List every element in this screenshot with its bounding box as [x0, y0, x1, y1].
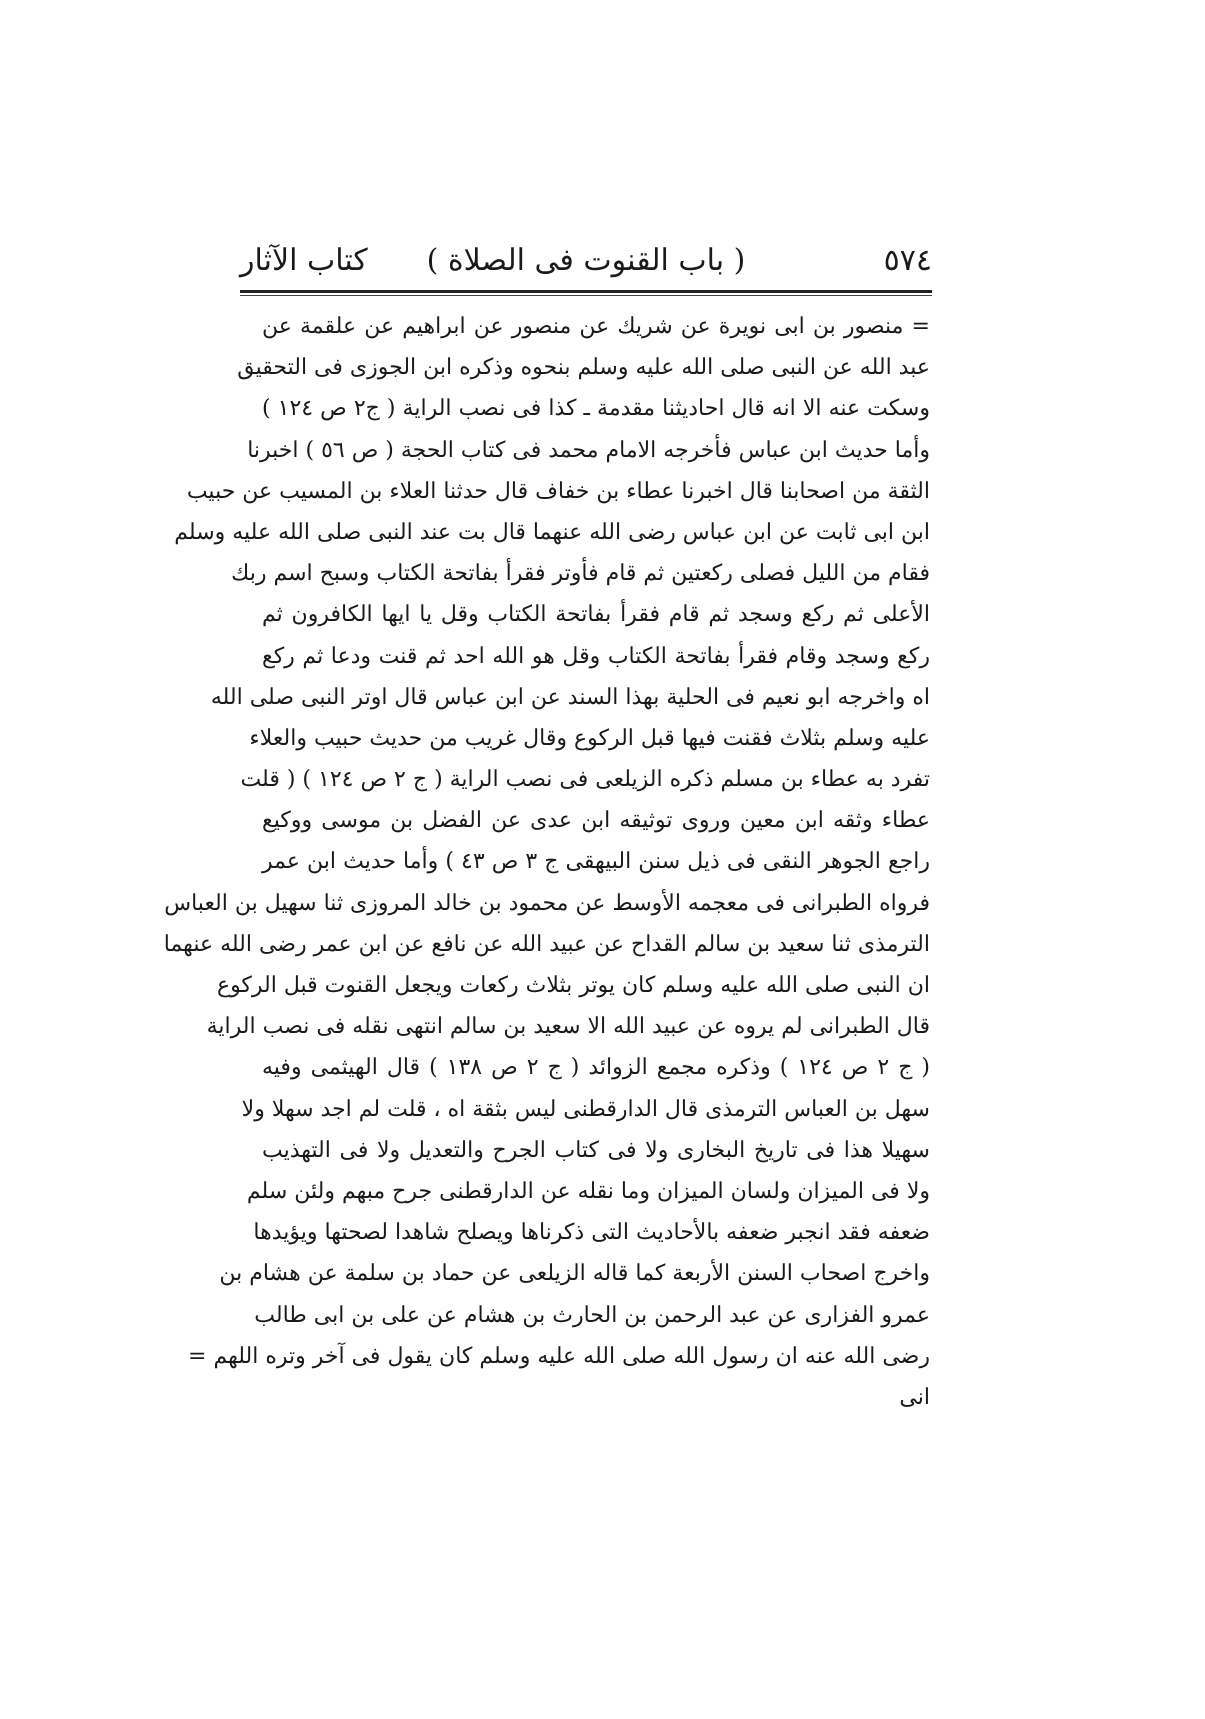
text-line: ركع وسجد وقام فقرأ بفاتحة الكتاب وقل هو الله احد ثم قنت ودعا ثم ركع [262, 643, 930, 669]
text-line: وسكت عنه الا انه قال احاديثنا مقدمة ـ كذا فى نصب الراية ( ج٢ ص ١٢٤ ) [262, 396, 930, 422]
text-line: عطاء وثقه ابن معين وروى توثيقه ابن عدى عن الفضل بن موسى ووكيع [262, 808, 930, 834]
text-line: عليه وسلم بثلاث فقنت فيها قبل الركوع وقال غريب من حديث حبيب والعلاء [249, 725, 930, 751]
book-title: كتاب الآثار [240, 243, 368, 278]
text-line: ابن ابى ثابت عن ابن عباس رضى الله عنهما قال بت عند النبى صلى الله عليه وسلم [174, 519, 930, 545]
text-line: عبد الله عن النبى صلى الله عليه وسلم بنحوه وذكره ابن الجوزى فى التحقيق [237, 355, 930, 381]
text-line: = منصور بن ابى نويرة عن شريك عن منصور عن ابراهيم عن علقمة عن [262, 314, 930, 339]
text-line: عمرو الفزارى عن عبد الرحمن بن الحارث بن هشام عن على بن ابى طالب [254, 1302, 930, 1328]
text-line-last: انى [899, 1384, 930, 1410]
text-line: ولا فى الميزان ولسان الميزان وما نقله عن الدارقطنى جرح مبهم ولئن سلم [246, 1178, 930, 1204]
text-line: اه واخرجه ابو نعيم فى الحلية بهذا السند عن ابن عباس قال اوتر النبى صلى الله [210, 684, 930, 710]
text-line: ( ج ٢ ص ١٢٤ ) وذكره مجمع الزوائد ( ج ٢ ص ١٣٨ ) قال الهيثمى وفيه [262, 1055, 930, 1081]
text-line: فرواه الطبرانى فى معجمه الأوسط عن محمود بن خالد المروزى ثنا سهيل بن العباس [164, 890, 930, 916]
text-line: واخرج اصحاب السنن الأربعة كما قاله الزيلعى عن حماد بن سلمة عن هشام بن [219, 1261, 930, 1287]
page-body-text [163, 306, 930, 1418]
header-rule [240, 290, 932, 293]
text-line: سهيلا هذا فى تاريخ البخارى ولا فى كتاب الجرح والتعديل ولا فى التهذيب [262, 1137, 930, 1163]
text-line: سهل بن العباس الترمذى قال الدارقطنى ليس بثقة اه ، قلت لم اجد سهلا ولا [241, 1096, 930, 1122]
text-line: قال الطبرانى لم يروه عن عبيد الله الا سعيد بن سالم انتهى نقله فى نصب الراية [206, 1014, 930, 1040]
text-line: فقام من الليل فصلى ركعتين ثم قام فأوتر فقرأ بفاتحة الكتاب وسبح اسم ربك [231, 561, 930, 587]
chapter-title: ( باب القنوت فى الصلاة ) [426, 243, 746, 278]
text-line: الأعلى ثم ركع وسجد ثم قام فقرأ بفاتحة الكتاب وقل يا ايها الكافرون ثم [262, 602, 930, 628]
text-line: ان النبى صلى الله عليه وسلم كان يوتر بثلاث ركعات ويجعل القنوت قبل الركوع [216, 973, 930, 998]
text-line: الترمذى ثنا سعيد بن سالم القداح عن عبيد الله عن نافع عن ابن عمر رضى الله عنهما [163, 931, 930, 957]
text-line: راجع الجوهر النقى فى ذيل سنن البيهقى ج ٣ ص ٤٣ ) وأما حديث ابن عمر [262, 849, 930, 875]
text-line: رضى الله عنه ان رسول الله صلى الله عليه وسلم كان يقول فى آخر وتره اللهم = [188, 1343, 930, 1369]
page-number: ٥٧٤ [883, 243, 932, 278]
page-header [240, 236, 932, 286]
text-line: وأما حديث ابن عباس فأخرجه الامام محمد فى كتاب الحجة ( ص ٥٦ ) اخبرنا [247, 437, 930, 463]
text-line: ضعفه فقد انجبر ضعفه بالأحاديث التى ذكرناها ويصلح شاهدا لصحتها ويؤيدها [253, 1220, 930, 1246]
text-line: الثقة من اصحابنا قال اخبرنا عطاء بن خفاف قال حدثنا العلاء بن المسيب عن حبيب [186, 478, 930, 504]
header-rule-thin [240, 295, 932, 296]
text-line: تفرد به عطاء بن مسلم ذكره الزيلعى فى نصب الراية ( ج ٢ ص ١٢٤ ) ( قلت [240, 767, 930, 793]
